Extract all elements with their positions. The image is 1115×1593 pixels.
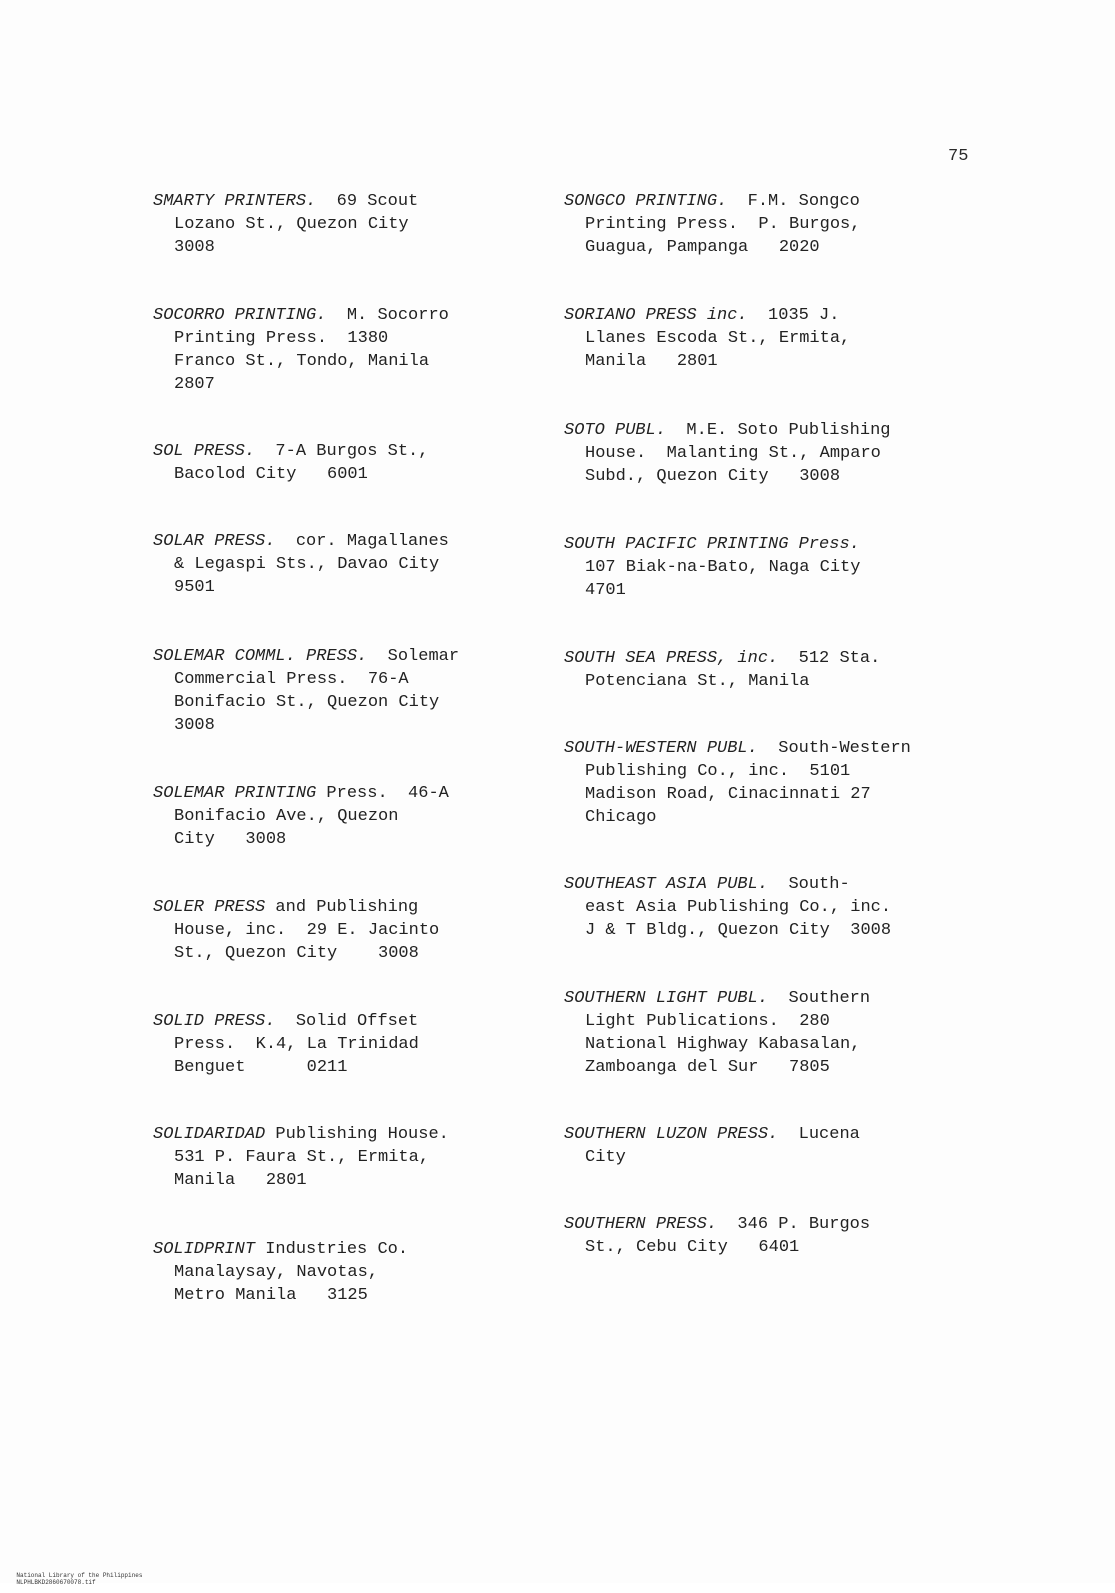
publisher-name: SOUTH PACIFIC PRINTING Press. [564,535,860,554]
entry-first-line-rest: Press. 46-A [316,784,449,803]
entry-first-line [153,440,428,463]
entry-first-line-rest: South-Western [757,739,911,758]
directory-entry [564,873,891,942]
entry-address-line: National Highway Kabasalan, [585,1035,861,1054]
entry-address-line: Chicago [585,808,657,827]
entry-address-line: City 3008 [174,830,287,849]
entry-first-line [153,190,418,213]
entry-first-line [564,1123,860,1146]
directory-entry [564,190,860,259]
entry-first-line-rest: 346 P. Burgos [717,1215,871,1234]
entry-first-line-rest: 512 Sta. [778,649,881,668]
publisher-name: SOUTHERN LUZON PRESS. [564,1125,779,1144]
directory-entry [564,533,860,602]
entry-address-line: Printing Press. P. Burgos, [585,215,861,234]
entry-address-line: east Asia Publishing Co., inc. [585,898,892,917]
publisher-name: SOLID PRESS. [153,1012,276,1031]
entry-address-line: Subd., Quezon City 3008 [585,467,841,486]
entry-first-line-rest: 7-A Burgos St., [255,442,429,461]
entry-address-line: City [585,1148,626,1167]
entry-first-line-rest: Publishing House. [265,1125,449,1144]
entry-address-line: House, inc. 29 E. Jacinto [174,921,440,940]
entry-address-line: St., Cebu City 6401 [585,1238,800,1257]
entry-first-line [153,896,439,919]
footer-file-id: NLPHLBKD2860670078.tif [16,1579,96,1586]
publisher-name: SOL PRESS. [153,442,256,461]
directory-entry [153,440,428,486]
entry-address-line: Lozano St., Quezon City [174,215,409,234]
entry-address-line: Manila 2801 [585,352,718,371]
entry-address-line: Llanes Escoda St., Ermita, [585,329,851,348]
publisher-name: SOLER PRESS [153,898,266,917]
publisher-name: SOLIDPRINT [153,1240,256,1259]
directory-entry [564,304,850,373]
entry-address-line: Metro Manila 3125 [174,1286,368,1305]
publisher-name: SOLEMAR COMML. PRESS. [153,647,368,666]
publisher-name: SOUTH-WESTERN PUBL. [564,739,758,758]
directory-entry [153,530,449,599]
entry-first-line [564,873,891,896]
entry-address-line: Guagua, Pampanga 2020 [585,238,820,257]
entry-address-line: Press. K.4, La Trinidad [174,1035,419,1054]
directory-entry [153,645,459,737]
entry-first-line-rest: M. Socorro [326,306,449,325]
entry-first-line-rest: and Publishing [265,898,419,917]
entry-address-line: Bacolod City 6001 [174,465,368,484]
entry-first-line [153,1010,419,1033]
publisher-name: SOLEMAR PRINTING [153,784,317,803]
entry-address-line: Light Publications. 280 [585,1012,830,1031]
entry-address-line: Manalaysay, Navotas, [174,1263,379,1282]
entry-first-line-rest: Southern [768,989,871,1008]
entry-address-line: J & T Bldg., Quezon City 3008 [585,921,892,940]
publisher-name: SORIANO PRESS inc. [564,306,748,325]
publisher-name: SOTO PUBL. [564,421,667,440]
entry-first-line-rest: F.M. Songco [727,192,860,211]
entry-first-line [564,647,880,670]
entry-address-line: 9501 [174,578,215,597]
publisher-name: SMARTY PRINTERS. [153,192,317,211]
page-number: 75 [948,147,969,166]
entry-address-line: 3008 [174,238,215,257]
directory-entry [564,419,890,488]
entry-address-line: 107 Biak-na-Bato, Naga City [585,558,861,577]
entry-address-line: 4701 [585,581,626,600]
entry-address-line: Franco St., Tondo, Manila [174,352,430,371]
entry-first-line [564,190,860,213]
entry-first-line [564,533,860,556]
entry-first-line-rest: M.E. Soto Publishing [666,421,891,440]
publisher-name: SOUTH SEA PRESS, inc. [564,649,779,668]
scan-footer [2,1565,160,1593]
entry-first-line [153,530,449,553]
entry-first-line [564,304,850,327]
entry-address-line: Benguet 0211 [174,1058,348,1077]
entry-address-line: House. Malanting St., Amparo [585,444,881,463]
entry-first-line [153,782,449,805]
directory-entry [153,190,418,259]
publisher-name: SOLIDARIDAD [153,1125,266,1144]
footer-library: National Library of the Philippines [16,1572,143,1579]
publisher-name: SONGCO PRINTING. [564,192,728,211]
publisher-name: SOUTHERN LIGHT PUBL. [564,989,769,1008]
entry-first-line-rest: cor. Magallanes [275,532,449,551]
entry-address-line: Bonifacio Ave., Quezon [174,807,399,826]
entry-address-line: Commercial Press. 76-A [174,670,409,689]
entry-first-line-rest: Industries Co. [255,1240,409,1259]
publisher-name: SOUTHERN PRESS. [564,1215,718,1234]
directory-entry [153,1238,408,1307]
directory-entry [153,304,449,396]
entry-first-line-rest: South- [768,875,850,894]
entry-first-line [564,737,911,760]
entry-address-line: 2807 [174,375,215,394]
entry-address-line: Potenciana St., Manila [585,672,810,691]
publisher-name: SOLAR PRESS. [153,532,276,551]
directory-entry [153,782,449,851]
entry-address-line: & Legaspi Sts., Davao City [174,555,440,574]
entry-address-line: 531 P. Faura St., Ermita, [174,1148,430,1167]
entry-address-line: Printing Press. 1380 [174,329,389,348]
directory-entry [153,896,439,965]
entry-first-line [153,645,459,668]
entry-first-line [153,1238,408,1261]
directory-entry [564,1123,860,1169]
entry-first-line-rest: Solid Offset [275,1012,419,1031]
entry-first-line-rest: Lucena [778,1125,860,1144]
directory-entry [564,737,911,829]
directory-entry [153,1010,419,1079]
entry-first-line [564,419,890,442]
entry-first-line [153,304,449,327]
publisher-name: SOUTHEAST ASIA PUBL. [564,875,769,894]
directory-entry [153,1123,449,1192]
entry-address-line: Madison Road, Cinacinnati 27 [585,785,871,804]
entry-first-line [153,1123,449,1146]
entry-first-line [564,987,870,1010]
entry-address-line: St., Quezon City 3008 [174,944,419,963]
publisher-name: SOCORRO PRINTING. [153,306,327,325]
directory-entry [564,1213,870,1259]
entry-address-line: 3008 [174,716,215,735]
directory-entry [564,647,880,693]
entry-first-line-rest: 1035 J. [747,306,840,325]
directory-entry [564,987,870,1079]
entry-address-line: Bonifacio St., Quezon City [174,693,440,712]
entry-first-line-rest: Solemar [367,647,460,666]
entry-address-line: Manila 2801 [174,1171,307,1190]
entry-first-line [564,1213,870,1236]
entry-address-line: Zamboanga del Sur 7805 [585,1058,830,1077]
entry-first-line-rest: 69 Scout [316,192,419,211]
entry-address-line: Publishing Co., inc. 5101 [585,762,851,781]
